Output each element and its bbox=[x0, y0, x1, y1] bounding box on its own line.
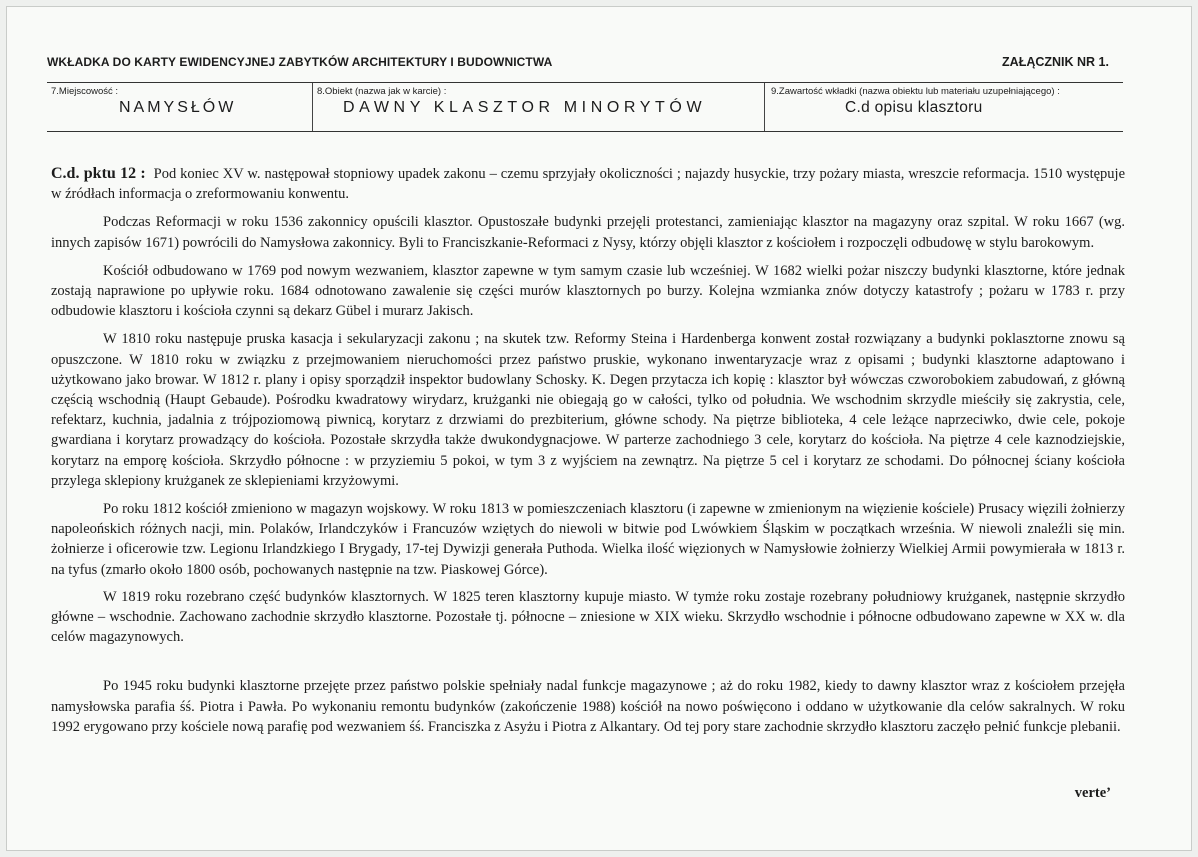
paragraph-3: Kościół odbudowano w 1769 pod nowym wezwaniem, klasztor zapewne w tym samym czasie lub wcześniej. W 1682 wielki pożar niszczy budynki klasztorne, które jednak zostają naprawione po upływie roku. 1684 odnotowano zawalenie się części murów klasztornych po burzy. Kolejna wzmianka znów dotyczy katastrofy ; pożaru w 1783 r. przy odbudowie klasztoru i kościoła czynni są dekarz Gübel i murarz Jakisch. bbox=[51, 262, 1125, 320]
paragraph-5: Po roku 1812 kościół zmieniono w magazyn wojskowy. W roku 1813 w pomieszczeniach klasztoru (i zapewne w zmienionym na więzienie kościele) Prusacy więzili żołnierzy napoleońskich różnych nacji, min. Polaków, Irlandczyków i Francuzów wziętych do niewoli w bitwie pod Lwówkiem Śląskim w początkach września. W niewoli znaleźli się min. żołnierze i oficerowie tzw. Legionu Irlandzkiego I Brygady, 17-tej Dywizji generała Puthoda. Wielka ilość więzionych w Namysłowie żołnierzy Wielkiej Armii powymierała w 1813 r. na tyfus (zmarło około 1800 osób, pochowanych następnie na tzw. Piaskowej Górce). bbox=[51, 501, 1125, 578]
paragraph-7: Po 1945 roku budynki klasztorne przejęte przez państwo polskie spełniały nadal funkcje magazynowe ; aż do roku 1982, kiedy to dawny klasztor wraz z kościołem przejęła namysłowska parafia śś. Piotra i Pawła. Po wykonaniu remontu budynków (zakończenie 1988) kościół na nowo poświęcono i oddano w użytkowanie dla celów sakralnych. W roku 1992 erygowano przy kościele nową parafię pod wezwaniem śś. Franciszka z Asyżu i Piotra z Alkantary. Od tej pory stare zachodnie skrzydło klasztoru zaczęło pełnić funkcje plebanii. bbox=[51, 678, 1125, 735]
document-title: WKŁADKA DO KARTY EWIDENCYJNEJ ZABYTKÓW ARCHITEKTURY I BUDOWNICTWA bbox=[47, 55, 553, 69]
paragraph-1-text: Pod koniec XV w. następował stopniowy upadek zakonu – czemu sprzyjały okoliczności ; najazdy husyckie, trzy pożary miasta, wreszcie reformacja. 1510 występuje w źródłach informacja o zreformowaniu konwentu. bbox=[51, 166, 1126, 203]
place-field bbox=[47, 83, 312, 131]
attachment-number: ZAŁĄCZNIK NR 1. bbox=[1002, 55, 1109, 69]
place-value: NAMYSŁÓW bbox=[119, 99, 237, 116]
paragraph-1 bbox=[51, 164, 1125, 204]
object-label: 8.Obiekt (nazwa jak w karcie) : bbox=[317, 86, 447, 97]
content-field bbox=[764, 83, 1123, 131]
paragraph-6: W 1819 roku rozebrano część budynków klasztornych. W 1825 teren klasztorny kupuje miasto. W tymże roku zostaje rozebrany południowy krużganek, następnie skrzydło główne – wschodnie. Zachowano zachodnie skrzydło klasztorne. Pozostałe tj. północne – zniesione w XIX wieku. Skrzydło wschodnie i północne odbudowano zapewne w XX w. dla celów magazynowych. bbox=[51, 588, 1125, 646]
paragraph-2: Podczas Reformacji w roku 1536 zakonnicy opuścili klasztor. Opustoszałe budynki przejęli protestanci, zamieniając klasztor na magazyny oraz szpital. W roku 1667 (wg. innych zapisów 1671) powrócili do Namysłowa zakonnicy. Byli to Franciszkanie-Reformaci z Nysy, którzy objęli klasztor z kościołem i rozpoczęli odbudowę w stylu barokowym. bbox=[51, 214, 1125, 251]
section-lead: C.d. pktu 12 : bbox=[51, 165, 146, 182]
verte-note: verte’ bbox=[1074, 785, 1111, 801]
header-fields-table bbox=[47, 82, 1123, 132]
content-label: 9.Zawartość wkładki (nazwa obiektu lub materiału uzupełniającego) : bbox=[771, 86, 1060, 97]
object-value: DAWNY KLASZTOR MINORYTÓW bbox=[343, 99, 707, 116]
document-sheet bbox=[6, 6, 1192, 851]
paragraph-4: W 1810 roku następuje pruska kasacja i sekularyzacji zakonu ; na skutek tzw. Reformy Steina i Hardenberga konwent został rozwiązany a budynki poklasztorne znowu są opuszczone. W 1810 roku w związku z przejmowaniem nieruchomości przez państwo pruskie, wykonano inwentaryzacje wraz z opisami ; budynki klasztorne adaptowano i użytkowano jako browar. W 1812 r. plany i opisy sporządził inspektor budowlany Schosky. K. Degen przytacza ich kopię : klasztor był wówczas czworobokiem zabudowań, z główną częścią wschodnią (Haupt Gebaude). Pośrodku kwadratowy wirydarz, krużganki nie obiegają go w całości, tylko od południa. We wschodnim skrzydle mieściły się zakrystia, cele, refektarz, kuchnia, jadalnia z trójpoziomową piwnicą, korytarz z drzwiami do prezbiterium, główne schody. Na piętrze biblioteka, 4 cele leżące naprzeciwko, dwie cele, pokoje gwardiana i korytarz prowadzący do kościoła. Pozostałe skrzydła także dwukondygnacjowe. W parterze zachodniego 3 cele, korytarz do kościoła. Na piętrze 4 cele kaznodziejskie, korytarz na emporę kościoła. Skrzydło północne : w przyziemiu 5 pokoi, w tym 3 z wyjściem na zewnątrz. Na piętrze 5 cel i korytarz ze schodami. Do północnej ściany kościoła przylega sklepiony krużganek ze sklepieniami krzyżowymi. bbox=[51, 331, 1125, 489]
place-label: 7.Miejscowość : bbox=[51, 86, 119, 97]
object-field bbox=[312, 83, 764, 131]
document-body bbox=[51, 164, 1125, 737]
content-value: C.d opisu klasztoru bbox=[845, 99, 983, 116]
